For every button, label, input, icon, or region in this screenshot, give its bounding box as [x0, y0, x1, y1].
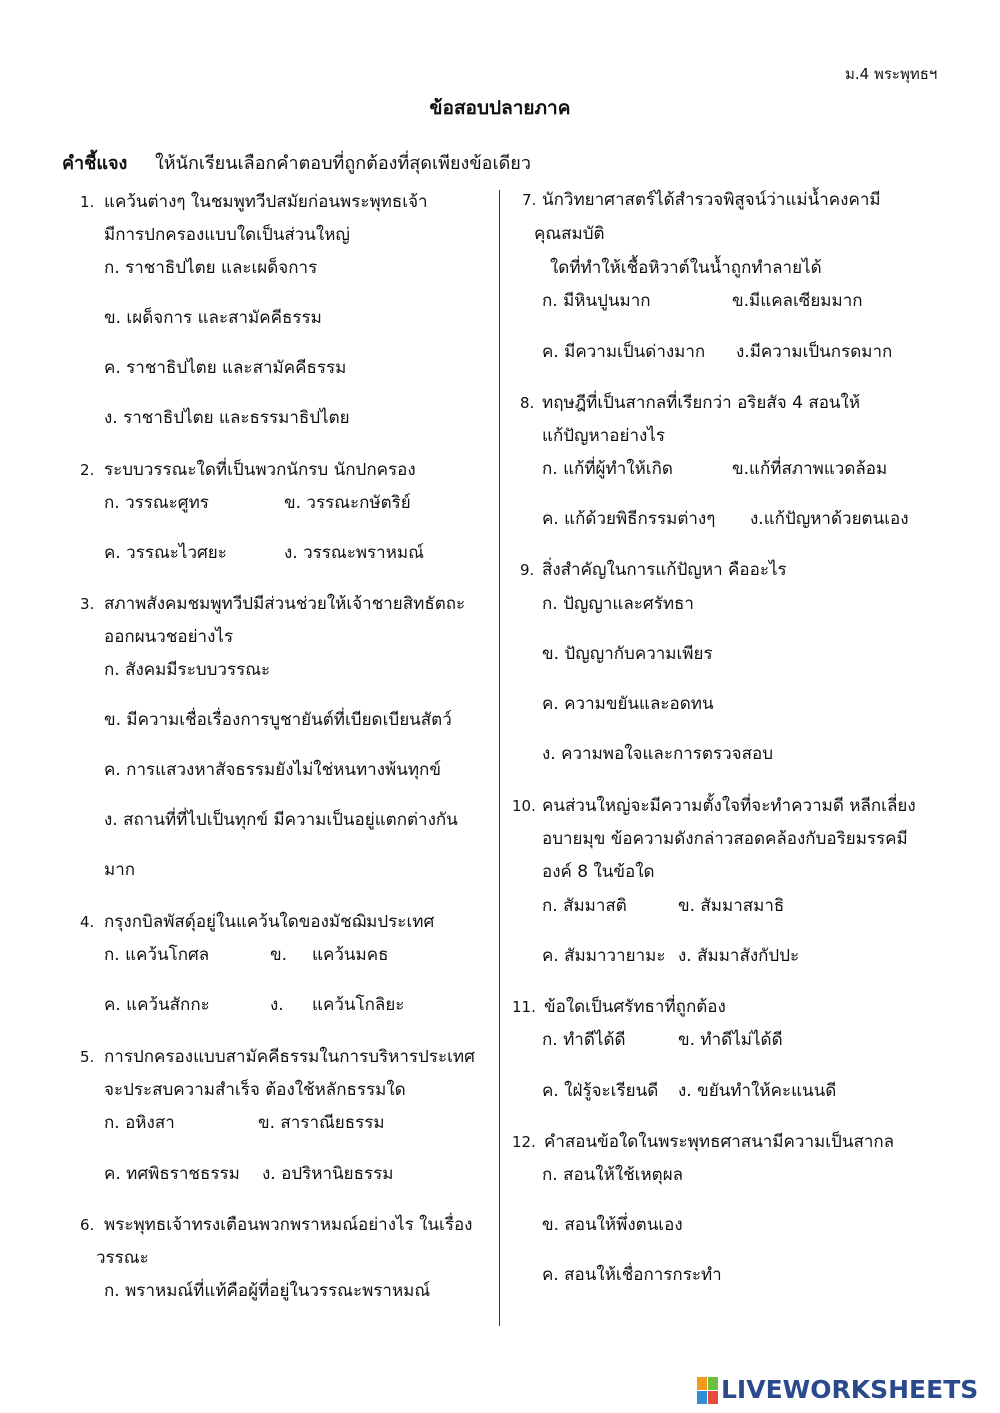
instructions-text: ให้นักเรียนเลือกคำตอบที่ถูกต้องที่สุดเพียงข้อเดียว — [155, 153, 531, 174]
question-number: 9. — [520, 561, 535, 579]
question-text: อบายมุข ข้อความดังกล่าวสอดคล้องกับอริยมรรคมี — [542, 829, 908, 849]
question-text: คุณสมบัติ — [534, 224, 605, 244]
answer-option[interactable]: ก. มีหินปูนมาก — [542, 291, 651, 311]
question-number: 1. — [80, 193, 95, 211]
answer-option[interactable]: ข.แก้ที่สภาพแวดล้อม — [732, 459, 888, 479]
question-number: 10. — [512, 797, 536, 815]
answer-option[interactable]: ข. มีความเชื่อเรื่องการบูชายันต์ที่เบียดเบียนสัตว์ — [104, 710, 452, 730]
question-text: ข้อใดเป็นศรัทธาที่ถูกต้อง — [544, 997, 726, 1017]
answer-option[interactable]: ง. ขยันทำให้คะแนนดี — [678, 1081, 837, 1101]
answer-option[interactable]: ก. อหิงสา — [104, 1113, 175, 1133]
logo-square — [697, 1391, 707, 1404]
column-divider — [499, 190, 500, 1326]
question-text: ทฤษฎีที่เป็นสากลที่เรียกว่า อริยสัจ 4 สอนให้ — [542, 393, 861, 413]
answer-option-letter[interactable]: ง. — [270, 995, 284, 1015]
question-text: คำสอนข้อใดในพระพุทธศาสนามีความเป็นสากล — [544, 1132, 895, 1152]
answer-option[interactable]: ก. ราชาธิปไตย และเผด็จการ — [104, 258, 318, 278]
logo-square — [708, 1391, 718, 1404]
answer-option[interactable]: ข. เผด็จการ และสามัคคีธรรม — [104, 308, 322, 328]
question-number: 5. — [80, 1048, 95, 1066]
answer-option[interactable]: ค. ราชาธิปไตย และสามัคคีธรรม — [104, 358, 347, 378]
question-text: พระพุทธเจ้าทรงเตือนพวกพราหมณ์อย่างไร ในเรื่อง — [104, 1215, 473, 1235]
answer-option[interactable]: ค. สอนให้เชื่อการกระทำ — [542, 1265, 722, 1285]
question-number: 3. — [80, 595, 95, 613]
answer-option[interactable]: ข. วรรณะกษัตริย์ — [284, 493, 411, 513]
question-text: ระบบวรรณะใดที่เป็นพวกนักรบ นักปกครอง — [104, 460, 416, 480]
question-text: องค์ 8 ในข้อใด — [542, 862, 655, 882]
answer-option[interactable]: ก. ปัญญาและศรัทธา — [542, 594, 694, 614]
answer-option[interactable]: ก. แคว้นโกศล — [104, 945, 210, 965]
answer-option[interactable]: ข. สอนให้พึ่งตนเอง — [542, 1215, 683, 1235]
answer-option[interactable]: ข. สัมมาสมาธิ — [678, 896, 785, 916]
liveworksheets-logo — [697, 1376, 978, 1404]
question-number: 8. — [520, 394, 535, 412]
question-text: ออกผนวชอย่างไร — [104, 627, 234, 647]
answer-option[interactable]: ค. ใฝ่รู้จะเรียนดี — [542, 1081, 659, 1101]
page-title: ข้อสอบปลายภาค — [429, 97, 571, 119]
question-text: กรุงกบิลพัสดุ์อยู่ในแคว้นใดของมัชฌิมประเทศ — [104, 912, 435, 932]
answer-option[interactable]: ข. สาราณียธรรม — [258, 1113, 385, 1133]
question-text: แคว้นต่างๆ ในชมพูทวีปสมัยก่อนพระพุทธเจ้า — [104, 192, 428, 212]
question-number: 12. — [512, 1133, 536, 1151]
answer-option[interactable]: ก. แก้ที่ผู้ทำให้เกิด — [542, 459, 673, 479]
logo-text: LIVEWORKSHEETS — [721, 1375, 979, 1404]
answer-option[interactable]: ง.แก้ปัญหาด้วยตนเอง — [750, 509, 909, 529]
answer-option[interactable]: ง. วรรณะพราหมณ์ — [284, 543, 424, 563]
question-number: 4. — [80, 913, 95, 931]
instructions-label: คำชี้แจง — [62, 153, 128, 174]
question-text: ใดที่ทำให้เชื้อหิวาต์ในน้ำถูกทำลายได้ — [550, 258, 822, 278]
answer-option[interactable]: ค. ทศพิธราชธรรม — [104, 1164, 240, 1184]
answer-option-continued: มาก — [104, 860, 136, 880]
question-text: สภาพสังคมชมพูทวีปมีส่วนช่วยให้เจ้าชายสิทธัตถะ — [104, 594, 466, 614]
question-number: 6. — [80, 1216, 95, 1234]
answer-option[interactable]: ง. อปริหานิยธรรม — [262, 1164, 394, 1184]
answer-option[interactable]: ก. พราหมณ์ที่แท้คือผู้ที่อยู่ในวรรณะพราหมณ์ — [104, 1281, 431, 1301]
answer-option[interactable]: ง. ราชาธิปไตย และธรรมาธิปไตย — [104, 408, 350, 428]
question-number: 11. — [512, 998, 536, 1016]
answer-option[interactable]: แคว้นโกลิยะ — [312, 995, 405, 1015]
question-text: คนส่วนใหญ่จะมีความตั้งใจที่จะทำความดี หลีกเลี่ยง — [542, 796, 916, 816]
answer-option[interactable]: ค. แคว้นสักกะ — [104, 995, 210, 1015]
question-text: นักวิทยาศาสตร์ได้สำรวจพิสูจน์ว่าแม่น้ำคงคามี — [542, 190, 881, 210]
answer-option-letter[interactable]: ข. — [270, 945, 288, 965]
answer-option[interactable]: ค. วรรณะไวศยะ — [104, 543, 227, 563]
answer-option[interactable]: ค. การแสวงหาสัจธรรมยังไม่ใช่หนทางพ้นทุกข์ — [104, 760, 441, 780]
question-number: 7. — [522, 191, 537, 209]
answer-option[interactable]: ข. ทำดีไม่ได้ดี — [678, 1030, 783, 1050]
answer-option[interactable]: ง.มีความเป็นกรดมาก — [736, 342, 893, 362]
question-text: มีการปกครองแบบใดเป็นส่วนใหญ่ — [104, 225, 350, 245]
question-text: วรรณะ — [96, 1248, 149, 1268]
answer-option[interactable]: ง. สถานที่ที่ไปเป็นทุกข์ มีความเป็นอยู่แตกต่างกัน — [104, 810, 458, 830]
answer-option[interactable]: ค. สัมมาวายามะ — [542, 946, 666, 966]
question-number: 2. — [80, 461, 95, 479]
answer-option[interactable]: ง. สัมมาสังกัปปะ — [678, 946, 800, 966]
answer-option[interactable]: ก. สังคมมีระบบวรรณะ — [104, 660, 271, 680]
answer-option[interactable]: ค. ความขยันและอดทน — [542, 694, 714, 714]
answer-option[interactable]: แคว้นมคธ — [312, 945, 389, 965]
question-text: จะประสบความสำเร็จ ต้องใช้หลักธรรมใด — [104, 1080, 406, 1100]
answer-option[interactable]: ก. สัมมาสติ — [542, 896, 627, 916]
answer-option[interactable]: ง. ความพอใจและการตรวจสอบ — [542, 744, 773, 764]
class-label: ม.4 พระพุทธฯ — [845, 65, 938, 83]
logo-square — [697, 1377, 707, 1390]
question-text: สิ่งสำคัญในการแก้ปัญหา คืออะไร — [542, 560, 787, 580]
logo-mark-icon — [697, 1377, 718, 1404]
answer-option[interactable]: ค. แก้ด้วยพิธีกรรมต่างๆ — [542, 509, 716, 529]
logo-square — [708, 1377, 718, 1390]
answer-option[interactable]: ก. ทำดีได้ดี — [542, 1030, 626, 1050]
answer-option[interactable]: ข. ปัญญากับความเพียร — [542, 644, 713, 664]
question-text: การปกครองแบบสามัคคีธรรมในการบริหารประเทศ — [104, 1047, 475, 1067]
answer-option[interactable]: ค. มีความเป็นด่างมาก — [542, 342, 706, 362]
question-text: แก้ปัญหาอย่างไร — [542, 426, 665, 446]
answer-option[interactable]: ข.มีแคลเซียมมาก — [732, 291, 863, 311]
answer-option[interactable]: ก. วรรณะศูทร — [104, 493, 209, 513]
answer-option[interactable]: ก. สอนให้ใช้เหตุผล — [542, 1165, 684, 1185]
